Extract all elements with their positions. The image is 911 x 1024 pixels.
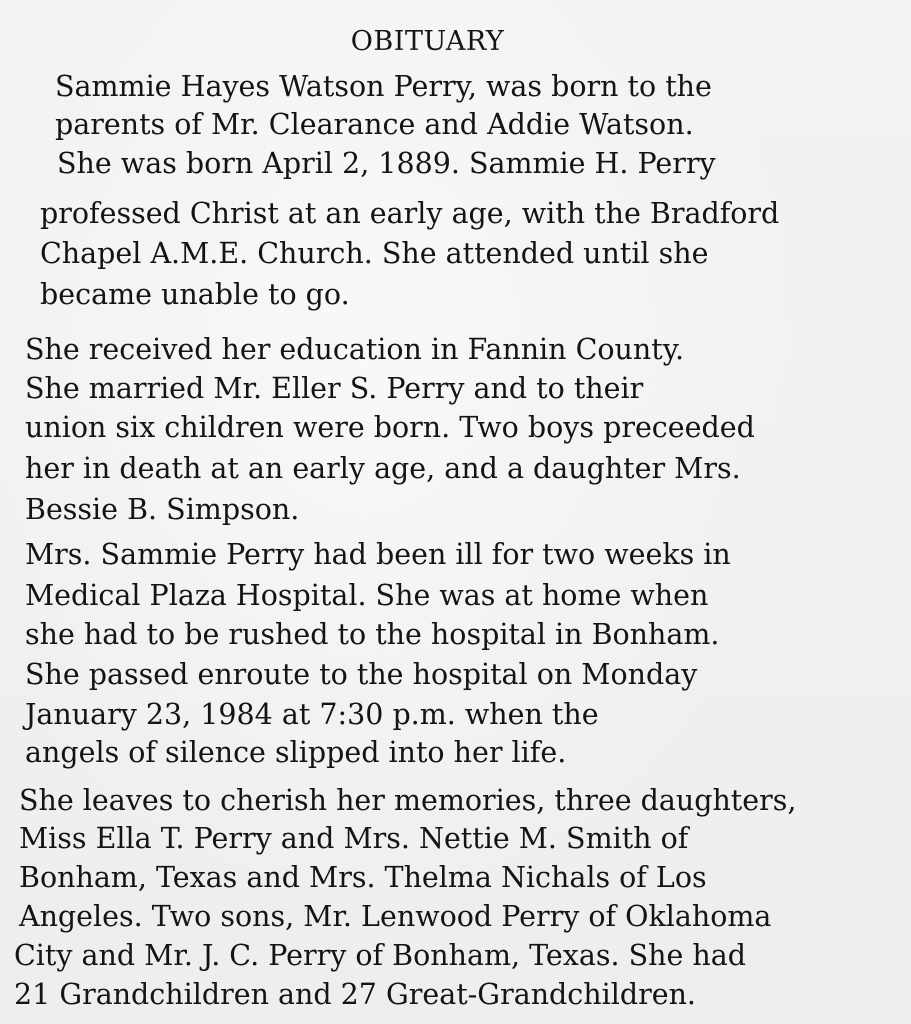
text-line: 21 Grandchildren and 27 Great-Grandchildren. [14,978,696,1011]
text-line: She was born April 2, 1889. Sammie H. Perry [57,147,716,180]
text-line: She leaves to cherish her memories, three daughters, [19,784,797,817]
text-line: parents of Mr. Clearance and Addie Watson. [55,108,694,141]
text-line: Bonham, Texas and Mrs. Thelma Nichals of Los [19,861,707,894]
text-line: Mrs. Sammie Perry had been ill for two weeks in [25,538,731,571]
text-line: January 23, 1984 at 7:30 p.m. when the [25,698,599,731]
text-line: professed Christ at an early age, with the Bradford [40,197,780,230]
text-line: her in death at an early age, and a daughter Mrs. [25,452,741,485]
text-line: she had to be rushed to the hospital in Bonham. [25,618,720,651]
page-title: OBITUARY [350,26,505,57]
text-line: She passed enroute to the hospital on Monday [25,658,698,691]
text-line: Bessie B. Simpson. [25,493,300,526]
text-line: City and Mr. J. C. Perry of Bonham, Texas. She had [14,939,746,972]
text-line: angels of silence slipped into her life. [25,736,567,769]
text-line: Miss Ella T. Perry and Mrs. Nettie M. Smith of [19,822,689,855]
text-line: union six children were born. Two boys preceeded [25,411,755,444]
text-line: Medical Plaza Hospital. She was at home when [25,579,709,612]
text-line: became unable to go. [40,278,350,311]
text-line: She married Mr. Eller S. Perry and to their [25,372,644,405]
text-line: Sammie Hayes Watson Perry, was born to the [55,70,712,103]
text-line: She received her education in Fannin County. [25,333,685,366]
text-line: Angeles. Two sons, Mr. Lenwood Perry of Oklahoma [19,900,772,933]
text-line: Chapel A.M.E. Church. She attended until she [40,237,709,270]
